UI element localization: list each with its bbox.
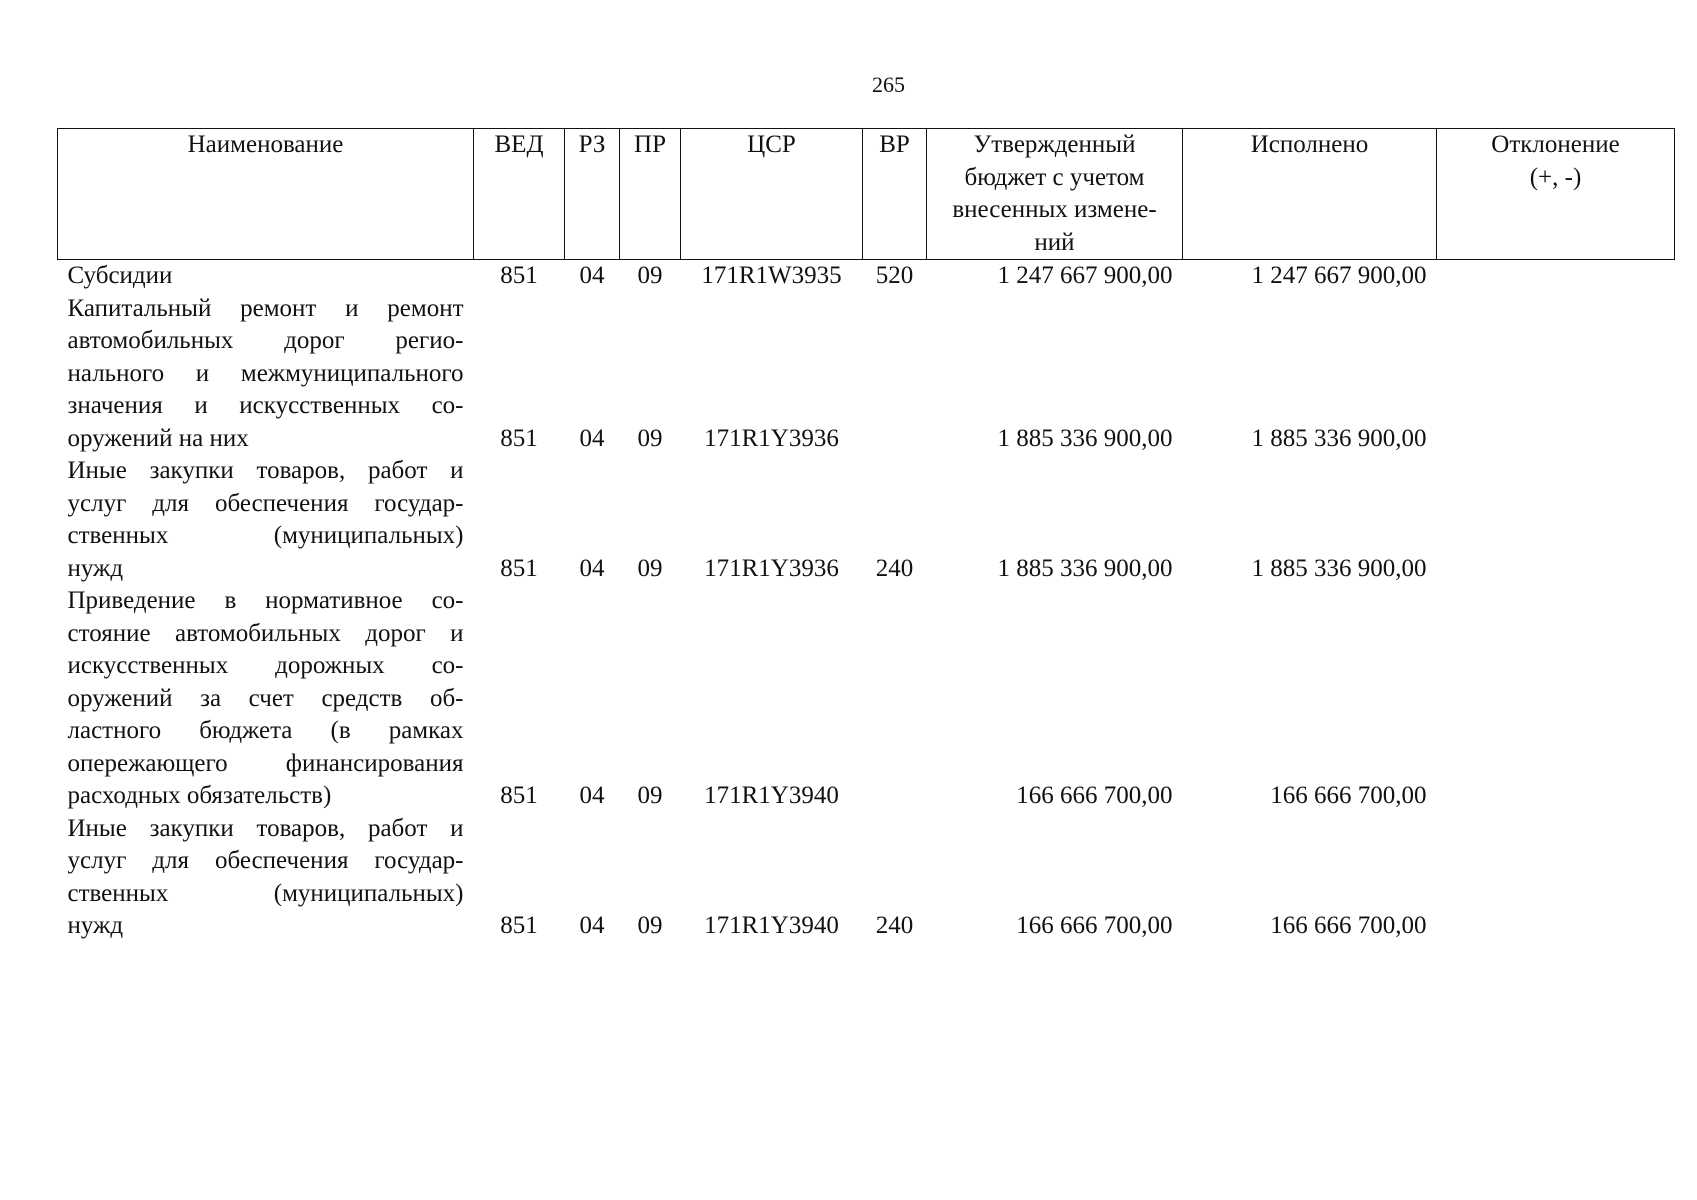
header-ved: ВЕД — [474, 129, 565, 260]
row-vr — [863, 585, 927, 813]
header-deviation-line: Отклонение — [1491, 131, 1620, 158]
header-deviation — [1437, 129, 1675, 260]
header-csr: ЦСР — [681, 129, 863, 260]
row-csr: 171R1Y3940 — [704, 912, 839, 939]
row-vr: 520 — [875, 262, 914, 289]
header-approved-line: бюджет с учетом — [964, 163, 1145, 191]
row-name — [58, 260, 474, 293]
row-ved: 851 — [500, 424, 538, 452]
header-name: Наименование — [58, 129, 474, 260]
row-approved: 166 666 700,00 — [1016, 782, 1173, 809]
row-name-line: услуг для обеспечения государ- — [67, 489, 464, 517]
row-pr: 09 — [637, 782, 663, 809]
header-deviation-line: (+, -) — [1529, 163, 1582, 191]
row-deviation — [1437, 293, 1675, 456]
row-name-line: Приведение в нормативное со- — [67, 587, 464, 614]
row-executed: 166 666 700,00 — [1270, 912, 1427, 939]
row-name-line: стояние автомобильных дорог и — [67, 619, 464, 647]
row-name-line: искусственных дорожных со- — [67, 652, 464, 679]
header-approved-budget — [927, 129, 1183, 260]
row-executed: 1 885 336 900,00 — [1251, 554, 1427, 582]
row-vr: 240 — [875, 912, 914, 939]
row-rz: 04 — [579, 782, 605, 809]
row-pr: 09 — [637, 912, 663, 939]
row-name-line: нужд — [67, 554, 124, 582]
header-approved-line: внесенных измене- — [952, 196, 1157, 223]
row-name-line: опережающего финансирования — [67, 749, 464, 777]
header-approved-line: Утвержденный — [973, 131, 1136, 158]
table-body — [58, 260, 1675, 943]
table-header — [58, 129, 1675, 260]
row-deviation — [1437, 455, 1675, 585]
header-executed: Исполнено — [1183, 129, 1437, 260]
header-rz: РЗ — [565, 129, 620, 260]
row-csr: 171R1W3935 — [701, 262, 842, 289]
row-pr: 09 — [637, 424, 663, 452]
row-name-line: Иные закупки товаров, работ и — [67, 814, 464, 842]
row-name-line: значения и искусственных со- — [67, 392, 464, 419]
row-name-line: оружений на них — [67, 424, 249, 452]
table-row — [58, 813, 1675, 943]
header-vr: ВР — [863, 129, 927, 260]
row-rz: 04 — [579, 262, 605, 289]
row-deviation — [1437, 585, 1675, 813]
row-ved: 851 — [500, 262, 538, 289]
row-name-line: автомобильных дорог регио- — [67, 327, 464, 354]
header-approved-line: ний — [1034, 228, 1075, 256]
row-ved: 851 — [500, 554, 538, 582]
row-name-line: услуг для обеспечения государ- — [67, 847, 464, 874]
row-name-line: ластного бюджета (в рамках — [67, 717, 464, 744]
row-rz: 04 — [579, 912, 605, 939]
row-csr: 171R1Y3940 — [704, 782, 839, 809]
row-ved: 851 — [500, 912, 538, 939]
row-deviation — [1437, 260, 1675, 293]
row-vr — [863, 293, 927, 456]
row-name-line: Субсидии — [67, 262, 173, 289]
row-approved: 1 247 667 900,00 — [997, 262, 1173, 289]
row-rz: 04 — [579, 424, 605, 452]
table-row — [58, 260, 1675, 293]
row-approved: 166 666 700,00 — [1016, 912, 1173, 939]
row-name-line: оружений за счет средств об- — [67, 684, 464, 712]
row-executed: 166 666 700,00 — [1270, 782, 1427, 809]
row-csr: 171R1Y3936 — [704, 424, 839, 452]
row-name-line: нального и межмуниципального — [67, 359, 464, 387]
table-row — [58, 455, 1675, 585]
table-row — [58, 585, 1675, 813]
row-name-line: нужд — [67, 912, 124, 939]
row-ved: 851 — [500, 782, 538, 809]
row-deviation — [1437, 813, 1675, 943]
row-name-line: ственных (муниципальных) — [67, 522, 464, 549]
row-executed: 1 885 336 900,00 — [1251, 424, 1427, 452]
row-name-line: Иные закупки товаров, работ и — [67, 457, 464, 484]
row-name — [58, 455, 474, 585]
budget-table — [57, 128, 1675, 943]
page-number: 265 — [872, 72, 905, 97]
row-name — [58, 585, 474, 813]
row-approved: 1 885 336 900,00 — [997, 424, 1173, 452]
row-pr: 09 — [637, 554, 663, 582]
row-name — [58, 293, 474, 456]
row-name-line: Капитальный ремонт и ремонт — [67, 294, 464, 322]
row-name-line: расходных обязательств) — [67, 782, 332, 809]
table-row — [58, 293, 1675, 456]
row-name — [58, 813, 474, 943]
row-vr: 240 — [875, 554, 914, 582]
row-approved: 1 885 336 900,00 — [997, 554, 1173, 582]
header-pr: ПР — [620, 129, 681, 260]
row-name-line: ственных (муниципальных) — [67, 879, 464, 907]
row-csr: 171R1Y3936 — [704, 554, 839, 582]
row-executed: 1 247 667 900,00 — [1251, 262, 1427, 289]
row-pr: 09 — [637, 262, 663, 289]
row-rz: 04 — [579, 554, 605, 582]
